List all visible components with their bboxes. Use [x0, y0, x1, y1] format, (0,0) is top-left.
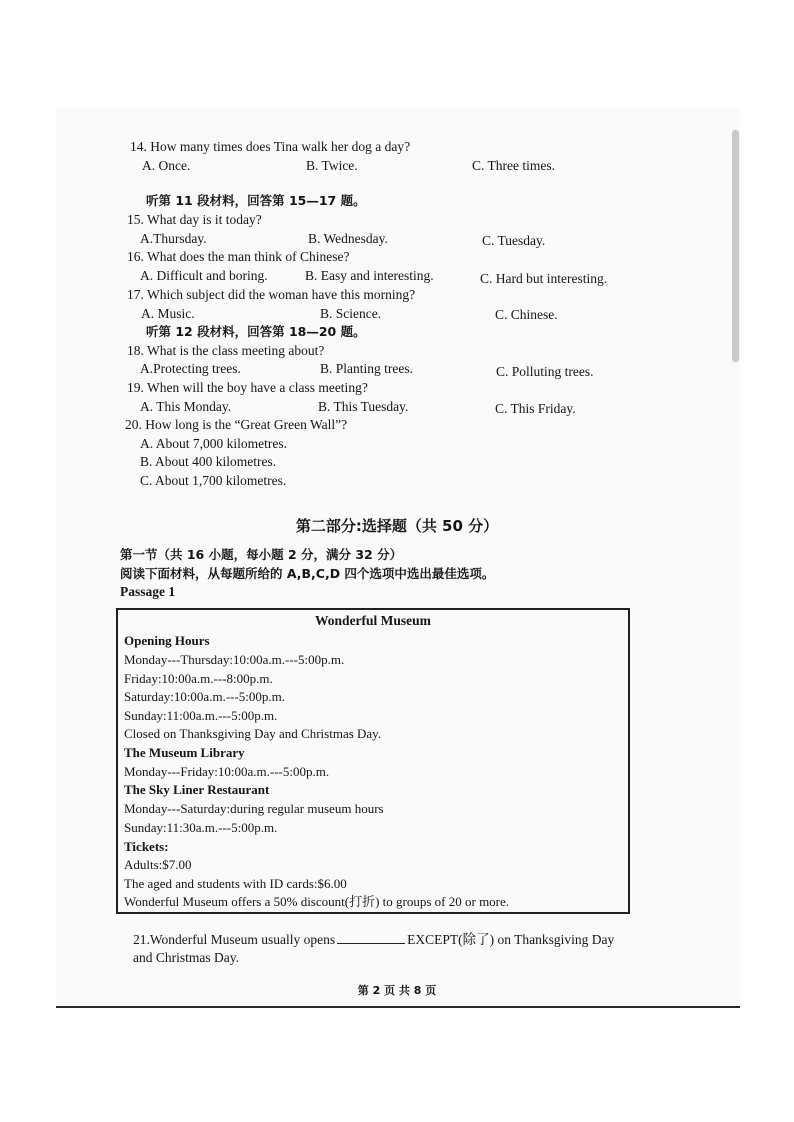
library-heading: The Museum Library — [124, 745, 245, 760]
page-footer: 第 2 页 共 8 页 — [357, 984, 437, 997]
museum-title: Wonderful Museum — [315, 613, 431, 628]
question-18: 18. What is the class meeting about? — [127, 343, 325, 358]
q17-option-b: B. Science. — [320, 306, 382, 321]
q17-option-c: C. Chinese. — [495, 307, 558, 322]
passage-label: Passage 1 — [120, 584, 176, 599]
part-two-title: 第二部分:选择题（共 50 分） — [295, 517, 499, 535]
q16-option-b: B. Easy and interesting. — [305, 268, 434, 283]
hours-mon-thu: Monday---Thursday:10:00a.m.---5:00p.m. — [124, 652, 345, 667]
hours-fri: Friday:10:00a.m.---8:00p.m. — [124, 671, 273, 686]
opening-hours-heading: Opening Hours — [124, 633, 210, 648]
question-20: 20. How long is the “Great Green Wall”? — [125, 417, 348, 432]
closed-days: Closed on Thanksgiving Day and Christmas Day. — [124, 726, 382, 741]
instruction-12: 听第 12 段材料，回答第 18—20 题。 — [146, 324, 366, 339]
restaurant-sunday-hours: Sunday:11:30a.m.---5:00p.m. — [124, 820, 278, 835]
restaurant-weekday-hours: Monday---Saturday:during regular museum hours — [124, 801, 384, 816]
q16-option-a: A. Difficult and boring. — [140, 268, 268, 283]
hours-sun: Sunday:11:00a.m.---5:00p.m. — [124, 708, 278, 723]
q18-option-c: C. Polluting trees. — [496, 364, 594, 379]
restaurant-heading: The Sky Liner Restaurant — [124, 782, 270, 797]
q21-blank — [337, 931, 405, 944]
question-21 — [133, 931, 614, 949]
instruction-11: 听第 11 段材料，回答第 15—17 题。 — [146, 193, 366, 208]
q20-option-b: B. About 400 kilometres. — [140, 454, 277, 469]
question-19: 19. When will the boy have a class meeting? — [127, 380, 368, 395]
question-16: 16. What does the man think of Chinese? — [127, 249, 350, 264]
q14-option-c: C. Three times. — [472, 158, 555, 173]
scrollbar[interactable] — [732, 130, 739, 362]
tickets-heading: Tickets: — [124, 839, 169, 854]
question-17: 17. Which subject did the woman have this morning? — [127, 287, 416, 302]
q20-option-a: A. About 7,000 kilometres. — [140, 436, 287, 451]
q14-option-a: A. Once. — [142, 158, 191, 173]
q17-option-a: A. Music. — [141, 306, 195, 321]
museum-notice-box — [116, 608, 630, 914]
section-one-heading: 第一节（共 16 小题，每小题 2 分，满分 32 分） — [120, 547, 403, 562]
question-15: 15. What day is it today? — [127, 212, 262, 227]
library-hours: Monday---Friday:10:00a.m.---5:00p.m. — [124, 764, 330, 779]
question-21-continued: and Christmas Day. — [133, 950, 239, 965]
q21-text-start: 21.Wonderful Museum usually opens — [133, 932, 336, 947]
q19-option-b: B. This Tuesday. — [318, 399, 409, 414]
q15-option-b: B. Wednesday. — [308, 231, 388, 246]
adult-ticket-price: Adults:$7.00 — [124, 857, 192, 872]
q20-option-c: C. About 1,700 kilometres. — [140, 473, 287, 488]
reading-instruction: 阅读下面材料，从每题所给的 A,B,C,D 四个选项中选出最佳选项。 — [120, 566, 495, 581]
hours-sat: Saturday:10:00a.m.---5:00p.m. — [124, 689, 286, 704]
q15-option-c: C. Tuesday. — [482, 233, 546, 248]
q14-option-b: B. Twice. — [306, 158, 358, 173]
q15-option-a: A.Thursday. — [140, 231, 207, 246]
q21-text-end: EXCEPT(除了) on Thanksgiving Day — [407, 932, 615, 947]
q16-option-c: C. Hard but interesting. — [480, 271, 608, 286]
group-discount: Wonderful Museum offers a 50% discount(打折) to groups of 20 or more. — [124, 894, 510, 909]
aged-student-ticket-price: The aged and students with ID cards:$6.00 — [124, 876, 347, 891]
q19-option-a: A. This Monday. — [140, 399, 232, 414]
question-14: 14. How many times does Tina walk her dog a day? — [130, 139, 411, 154]
q19-option-c: C. This Friday. — [495, 401, 576, 416]
q18-option-a: A.Protecting trees. — [140, 361, 241, 376]
q18-option-b: B. Planting trees. — [320, 361, 413, 376]
